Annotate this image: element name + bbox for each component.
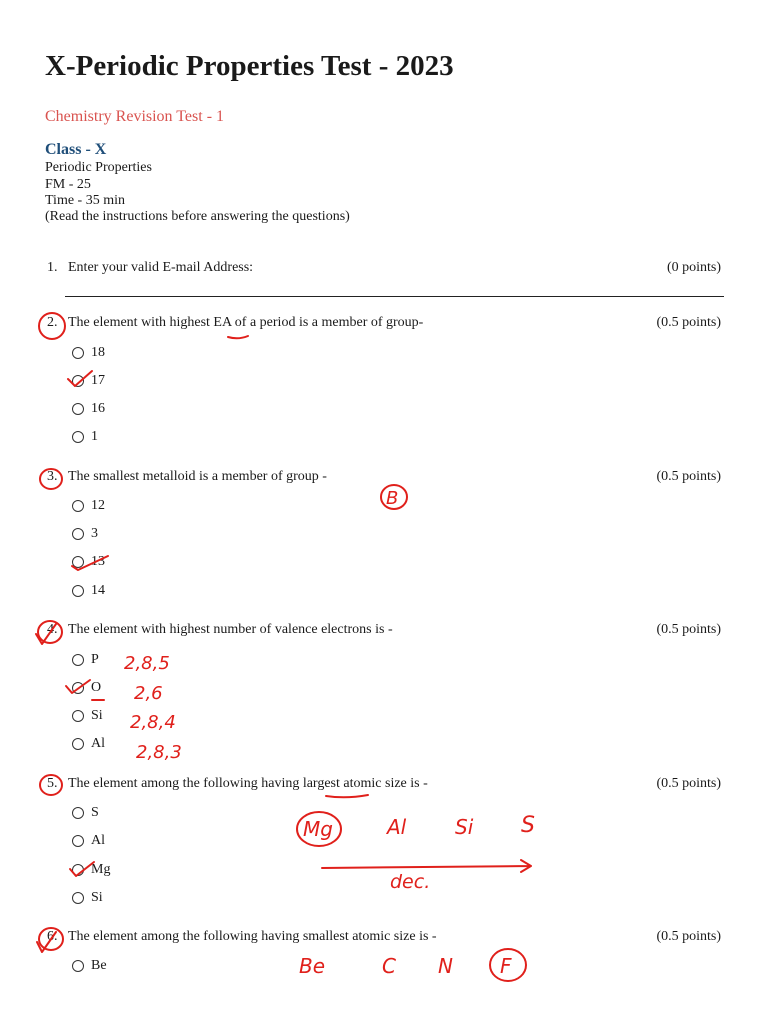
option-label: Be	[91, 958, 107, 973]
radio-button[interactable]	[72, 864, 84, 876]
trend-al: Al	[387, 815, 407, 839]
trend-arrow	[322, 860, 531, 872]
instructions-line: (Read the instructions before answering the questions)	[45, 209, 350, 224]
q3-note: B	[386, 488, 399, 509]
trend-n: N	[438, 954, 453, 978]
option-label: 13	[91, 554, 105, 569]
radio-button[interactable]	[72, 585, 84, 597]
option-label: Al	[91, 736, 105, 751]
question-points: (0.5 points)	[656, 776, 721, 791]
option[interactable]	[72, 680, 101, 696]
radio-button[interactable]	[72, 807, 84, 819]
option-label: 1	[91, 429, 98, 444]
option[interactable]	[72, 429, 98, 445]
radio-button[interactable]	[72, 835, 84, 847]
option-label: S	[91, 805, 99, 820]
radio-button[interactable]	[72, 738, 84, 750]
config-o: 2,6	[134, 683, 163, 704]
radio-button[interactable]	[72, 892, 84, 904]
option[interactable]	[72, 958, 107, 974]
option[interactable]	[72, 736, 105, 752]
option-label: Si	[91, 708, 103, 723]
radio-button[interactable]	[72, 556, 84, 568]
circled-b-mark	[381, 485, 407, 509]
option-label: O	[91, 680, 102, 695]
option[interactable]	[72, 862, 110, 878]
option[interactable]	[72, 708, 103, 724]
question-points: (0.5 points)	[656, 315, 721, 330]
radio-button[interactable]	[72, 710, 84, 722]
question-text: The element among the following having smallest atomic size is -	[68, 929, 437, 944]
circled-f-mark	[490, 949, 526, 981]
option[interactable]	[72, 833, 105, 849]
radio-button[interactable]	[72, 431, 84, 443]
underline-mark	[326, 795, 368, 797]
config-al: 2,8,3	[136, 742, 182, 763]
trend-mg: Mg	[303, 817, 333, 841]
question-text: Enter your valid E-mail Address:	[68, 260, 254, 275]
option-label: 3	[91, 526, 98, 541]
radio-button[interactable]	[72, 375, 84, 387]
option[interactable]	[72, 652, 99, 668]
option-label: Al	[91, 833, 105, 848]
radio-button[interactable]	[72, 403, 84, 415]
option[interactable]	[72, 890, 103, 906]
option[interactable]	[72, 526, 98, 542]
config-p: 2,8,5	[124, 653, 170, 674]
option-label: 17	[91, 373, 105, 388]
topic-line: Periodic Properties	[45, 160, 152, 175]
radio-button[interactable]	[72, 528, 84, 540]
question-points: (0.5 points)	[656, 469, 721, 484]
option[interactable]	[72, 554, 105, 570]
question-number: 5.	[47, 776, 58, 791]
trend-si: Si	[455, 815, 474, 839]
question-text: The element among the following having largest atomic size is -	[68, 776, 428, 791]
question-number: 6.	[47, 929, 58, 944]
trend-f: F	[500, 954, 512, 978]
option-label: 14	[91, 583, 105, 598]
question-number: 4.	[47, 622, 58, 637]
underline-mark	[228, 336, 248, 338]
radio-button[interactable]	[72, 654, 84, 666]
question-text: The smallest metalloid is a member of group -	[68, 469, 327, 484]
option-label: 18	[91, 345, 105, 360]
question-points: (0.5 points)	[656, 929, 721, 944]
question-points: (0.5 points)	[656, 622, 721, 637]
option[interactable]	[72, 401, 105, 417]
radio-button[interactable]	[72, 682, 84, 694]
class-heading: Class - X	[45, 141, 107, 158]
option[interactable]	[72, 498, 105, 514]
option[interactable]	[72, 805, 99, 821]
question-number: 3.	[47, 469, 58, 484]
trend-s: S	[521, 813, 535, 838]
question-number: 2.	[47, 315, 58, 330]
test-subtitle: Chemistry Revision Test - 1	[45, 108, 225, 125]
question-text: The element with highest EA of a period is a member of group-	[68, 315, 424, 330]
option-label: 12	[91, 498, 105, 513]
trend-be: Be	[299, 954, 326, 978]
page-title: X-Periodic Properties Test - 2023	[45, 50, 454, 82]
option-label: Mg	[91, 862, 111, 877]
full-marks-line: FM - 25	[45, 177, 91, 192]
trend-c: C	[382, 954, 396, 978]
email-answer-field[interactable]	[65, 296, 724, 297]
option-label: 16	[91, 401, 105, 416]
question-number: 1.	[47, 260, 58, 275]
option-label: P	[91, 652, 99, 667]
question-points: (0 points)	[666, 260, 721, 275]
radio-button[interactable]	[72, 960, 84, 972]
option[interactable]	[72, 583, 105, 599]
radio-button[interactable]	[72, 347, 84, 359]
radio-button[interactable]	[72, 500, 84, 512]
option[interactable]	[72, 373, 105, 389]
circled-mg-mark	[297, 812, 341, 846]
option-label: Si	[91, 890, 103, 905]
question-text: The element with highest number of valence electrons is -	[68, 622, 393, 637]
trend-label: dec.	[390, 871, 431, 893]
config-si: 2,8,4	[130, 712, 176, 733]
option[interactable]	[72, 345, 105, 361]
time-line: Time - 35 min	[45, 193, 125, 208]
